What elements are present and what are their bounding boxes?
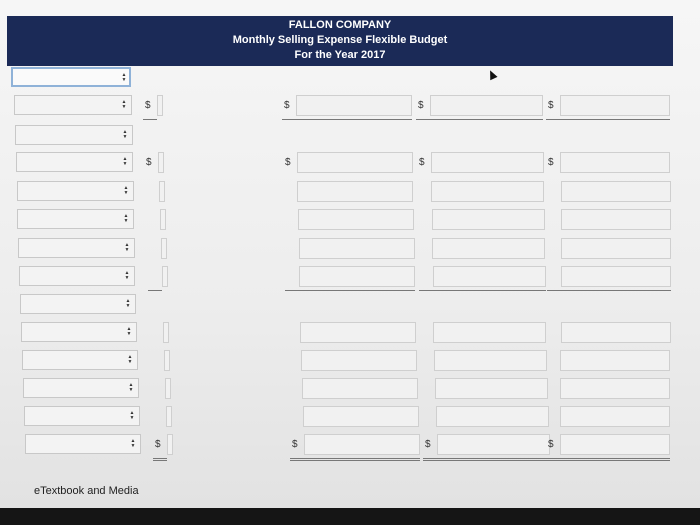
- up-down-arrows-icon: ▲ ▼: [127, 354, 133, 365]
- budget-title: Monthly Selling Expense Flexible Budget: [232, 34, 448, 46]
- amount-input[interactable]: [304, 434, 420, 455]
- total-underline: [143, 119, 157, 120]
- account-select[interactable]: [14, 95, 132, 115]
- account-select[interactable]: [11, 67, 131, 87]
- amount-input[interactable]: [435, 378, 548, 399]
- total-underline: [423, 458, 550, 461]
- up-down-arrows-icon: ▲ ▼: [125, 298, 131, 309]
- currency-symbol: $: [285, 157, 291, 168]
- account-select[interactable]: [23, 378, 139, 398]
- budget-period: For the Year 2017: [294, 49, 386, 61]
- up-down-arrows-icon: ▲ ▼: [123, 185, 129, 196]
- amount-input[interactable]: [162, 266, 168, 287]
- account-select[interactable]: [15, 125, 133, 145]
- account-select[interactable]: [16, 152, 133, 172]
- up-down-arrows-icon: ▲ ▼: [121, 99, 127, 110]
- currency-symbol: $: [548, 100, 554, 111]
- total-underline: [285, 290, 415, 291]
- amount-input[interactable]: [158, 152, 164, 173]
- amount-input[interactable]: [560, 378, 670, 399]
- currency-symbol: $: [419, 157, 425, 168]
- total-underline: [546, 119, 670, 120]
- account-select[interactable]: [18, 238, 135, 258]
- currency-symbol: $: [418, 100, 424, 111]
- amount-input[interactable]: [560, 152, 670, 173]
- up-down-arrows-icon: ▲ ▼: [124, 270, 130, 281]
- amount-input[interactable]: [300, 322, 416, 343]
- up-down-arrows-icon: ▲ ▼: [123, 213, 129, 224]
- currency-symbol: $: [145, 100, 151, 111]
- screen-bezel: [0, 508, 700, 525]
- account-select[interactable]: [20, 294, 136, 314]
- amount-input[interactable]: [433, 266, 546, 287]
- up-down-arrows-icon: ▲ ▼: [124, 242, 130, 253]
- total-underline: [547, 290, 671, 291]
- amount-input[interactable]: [434, 350, 547, 371]
- up-down-arrows-icon: ▲ ▼: [121, 72, 127, 83]
- amount-input[interactable]: [159, 181, 165, 202]
- amount-input[interactable]: [437, 434, 550, 455]
- amount-input[interactable]: [298, 209, 414, 230]
- up-down-arrows-icon: ▲ ▼: [129, 410, 135, 421]
- total-underline: [282, 119, 412, 120]
- amount-input[interactable]: [297, 152, 413, 173]
- amount-input[interactable]: [432, 238, 545, 259]
- currency-symbol: $: [548, 439, 554, 450]
- up-down-arrows-icon: ▲ ▼: [128, 382, 134, 393]
- account-select[interactable]: [21, 322, 137, 342]
- currency-symbol: $: [155, 439, 161, 450]
- up-down-arrows-icon: ▲ ▼: [122, 156, 128, 167]
- amount-input[interactable]: [163, 322, 169, 343]
- account-select[interactable]: [24, 406, 140, 426]
- currency-symbol: $: [146, 157, 152, 168]
- amount-input[interactable]: [561, 322, 671, 343]
- amount-input[interactable]: [433, 322, 546, 343]
- amount-input[interactable]: [166, 406, 172, 427]
- mouse-pointer-icon: [486, 69, 497, 81]
- up-down-arrows-icon: ▲ ▼: [122, 129, 128, 140]
- amount-input[interactable]: [560, 406, 670, 427]
- amount-input[interactable]: [561, 209, 671, 230]
- amount-input[interactable]: [164, 350, 170, 371]
- currency-symbol: $: [425, 439, 431, 450]
- amount-input[interactable]: [297, 181, 413, 202]
- total-underline: [290, 458, 420, 461]
- amount-input[interactable]: [560, 95, 670, 116]
- amount-input[interactable]: [167, 434, 173, 455]
- account-select[interactable]: [17, 209, 134, 229]
- currency-symbol: $: [292, 439, 298, 450]
- account-select[interactable]: [17, 181, 134, 201]
- amount-input[interactable]: [431, 181, 544, 202]
- amount-input[interactable]: [161, 238, 167, 259]
- amount-input[interactable]: [157, 95, 163, 116]
- account-select[interactable]: [25, 434, 141, 454]
- up-down-arrows-icon: ▲ ▼: [130, 438, 136, 449]
- total-underline: [546, 458, 670, 461]
- amount-input[interactable]: [296, 95, 412, 116]
- amount-input[interactable]: [431, 152, 544, 173]
- total-underline: [419, 290, 546, 291]
- account-select[interactable]: [22, 350, 138, 370]
- amount-input[interactable]: [165, 378, 171, 399]
- amount-input[interactable]: [299, 266, 415, 287]
- amount-input[interactable]: [432, 209, 545, 230]
- amount-input[interactable]: [299, 238, 415, 259]
- currency-symbol: $: [284, 100, 290, 111]
- etextbook-link[interactable]: eTextbook and Media: [34, 485, 139, 497]
- total-underline: [148, 290, 162, 291]
- budget-header: [7, 16, 673, 66]
- company-name: FALLON COMPANY: [288, 19, 392, 31]
- amount-input[interactable]: [430, 95, 543, 116]
- amount-input[interactable]: [560, 434, 670, 455]
- total-underline: [416, 119, 543, 120]
- currency-symbol: $: [548, 157, 554, 168]
- amount-input[interactable]: [561, 238, 671, 259]
- amount-input[interactable]: [302, 378, 418, 399]
- amount-input[interactable]: [301, 350, 417, 371]
- account-select[interactable]: [19, 266, 135, 286]
- up-down-arrows-icon: ▲ ▼: [126, 326, 132, 337]
- amount-input[interactable]: [160, 209, 166, 230]
- amount-input[interactable]: [561, 266, 671, 287]
- amount-input[interactable]: [561, 181, 671, 202]
- amount-input[interactable]: [560, 350, 670, 371]
- amount-input[interactable]: [303, 406, 419, 427]
- amount-input[interactable]: [436, 406, 549, 427]
- total-underline: [153, 458, 167, 461]
